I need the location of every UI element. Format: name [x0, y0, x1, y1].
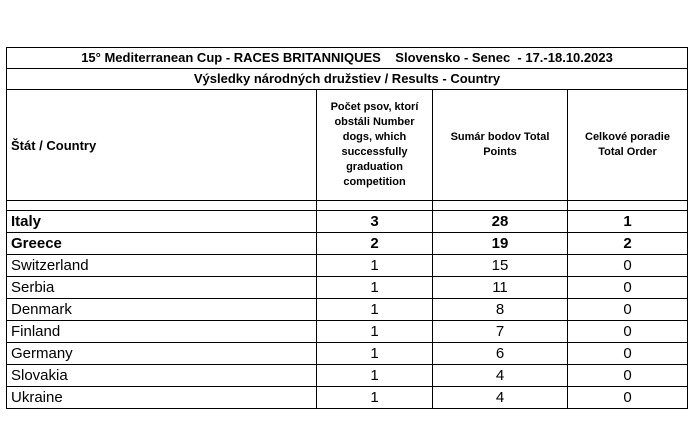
table-subtitle: Výsledky národných družstiev / Results - Country: [7, 69, 688, 90]
country-cell: Slovakia: [7, 365, 317, 387]
order-cell: 1: [568, 211, 688, 233]
dogs-cell: 1: [317, 255, 433, 277]
table-row: [7, 321, 688, 343]
table-row: [7, 277, 688, 299]
points-cell: 4: [433, 365, 568, 387]
dogs-cell: 1: [317, 277, 433, 299]
order-cell: 2: [568, 233, 688, 255]
order-cell: 0: [568, 387, 688, 409]
points-cell: 4: [433, 387, 568, 409]
subtitle-row: [7, 69, 688, 90]
points-column-header: Sumár bodov Total Points: [433, 90, 568, 201]
country-cell: Serbia: [7, 277, 317, 299]
dogs-cell: 1: [317, 299, 433, 321]
points-cell: 11: [433, 277, 568, 299]
spacer-cell: [433, 201, 568, 211]
points-cell: 28: [433, 211, 568, 233]
spacer-cell: [7, 201, 317, 211]
table-row: [7, 343, 688, 365]
points-cell: 6: [433, 343, 568, 365]
table-row: [7, 211, 688, 233]
spacer-row: [7, 201, 688, 211]
country-cell: Greece: [7, 233, 317, 255]
points-cell: 8: [433, 299, 568, 321]
order-column-header: Celkové poradie Total Order: [568, 90, 688, 201]
country-cell: Germany: [7, 343, 317, 365]
points-cell: 19: [433, 233, 568, 255]
table-row: [7, 255, 688, 277]
table-row: [7, 387, 688, 409]
order-cell: 0: [568, 255, 688, 277]
table-row: [7, 365, 688, 387]
table-row: [7, 233, 688, 255]
header-row: [7, 90, 688, 201]
country-cell: Finland: [7, 321, 317, 343]
results-table: [6, 47, 688, 409]
order-cell: 0: [568, 343, 688, 365]
dogs-cell: 2: [317, 233, 433, 255]
order-cell: 0: [568, 321, 688, 343]
order-cell: 0: [568, 365, 688, 387]
points-cell: 15: [433, 255, 568, 277]
dogs-column-header: Počet psov, ktorí obstáli Number dogs, which successfully graduation competition: [317, 90, 433, 201]
country-column-header: Štát / Country: [7, 90, 317, 201]
dogs-cell: 1: [317, 343, 433, 365]
spacer-cell: [317, 201, 433, 211]
order-cell: 0: [568, 277, 688, 299]
points-cell: 7: [433, 321, 568, 343]
table-row: [7, 299, 688, 321]
table-title: 15° Mediterranean Cup - RACES BRITANNIQUES Slovensko - Senec - 17.-18.10.2023: [7, 48, 688, 69]
order-cell: 0: [568, 299, 688, 321]
country-cell: Ukraine: [7, 387, 317, 409]
dogs-cell: 1: [317, 321, 433, 343]
country-cell: Denmark: [7, 299, 317, 321]
spacer-cell: [568, 201, 688, 211]
country-cell: Italy: [7, 211, 317, 233]
dogs-cell: 3: [317, 211, 433, 233]
country-cell: Switzerland: [7, 255, 317, 277]
dogs-cell: 1: [317, 365, 433, 387]
title-row: [7, 48, 688, 69]
dogs-cell: 1: [317, 387, 433, 409]
